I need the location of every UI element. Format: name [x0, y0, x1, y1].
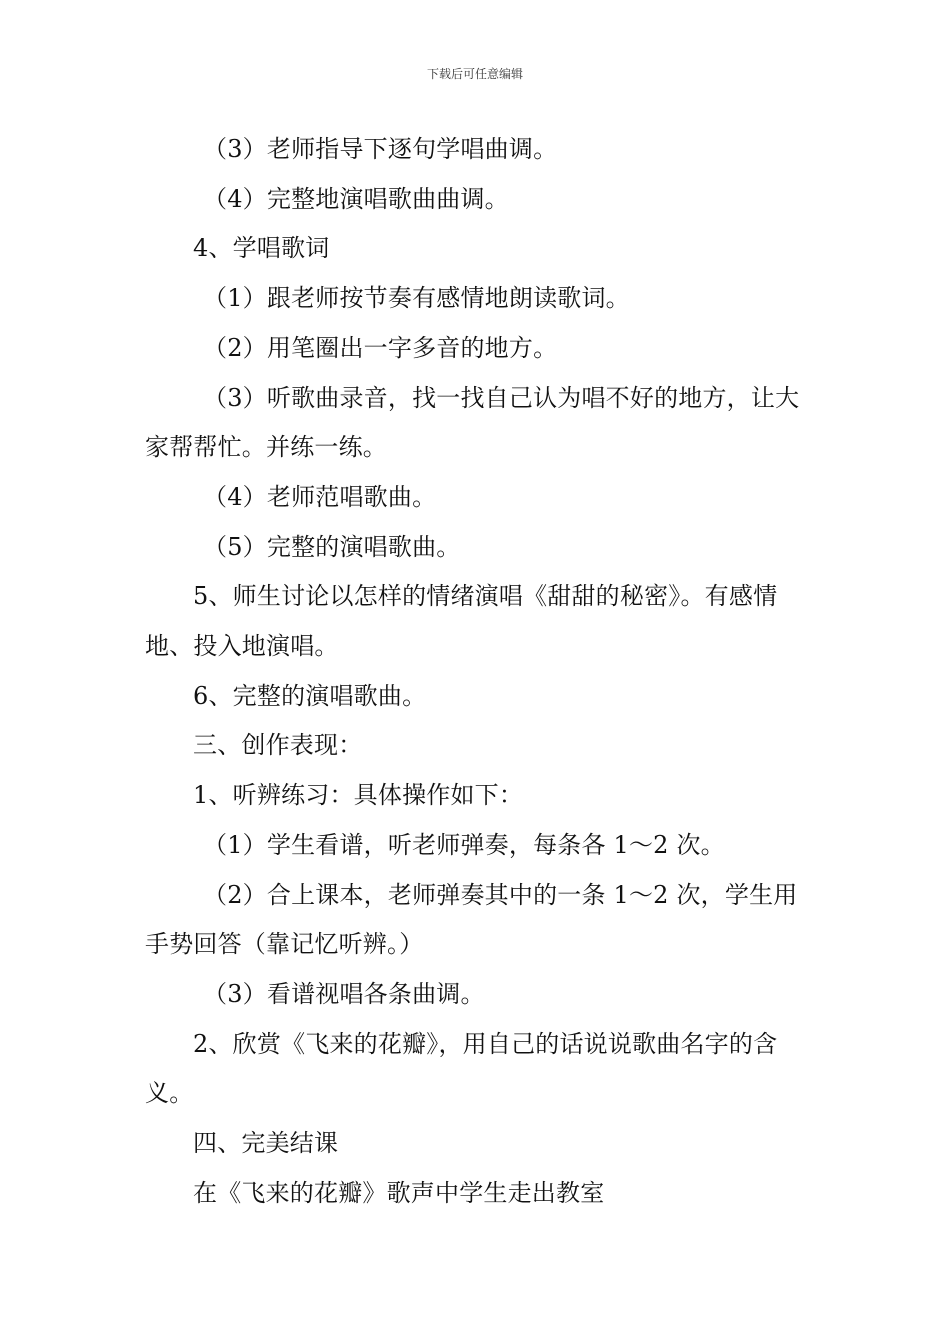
paragraph: （3）老师指导下逐句学唱曲调。 — [203, 135, 558, 163]
paragraph: （1）学生看谱，听老师弹奏，每条各 1～2 次。 — [203, 830, 725, 859]
section-heading: 三、创作表现： — [193, 731, 363, 760]
paragraph: （3）看谱视唱各条曲调。 — [203, 979, 485, 1008]
paragraph: （4）完整地演唱歌曲曲调。 — [203, 184, 509, 213]
paragraph: （5）完整的演唱歌曲。 — [203, 532, 461, 561]
document-body — [145, 125, 810, 1218]
paragraph: （1）跟老师按节奏有感情地朗读歌词。 — [203, 284, 630, 313]
paragraph: 在《飞来的花瓣》歌声中学生走出教室 — [193, 1178, 605, 1207]
paragraph: （2）用笔圈出一字多音的地方。 — [203, 333, 558, 362]
section-heading: 四、完美结课 — [193, 1129, 339, 1158]
paragraph: 1、听辨练习：具体操作如下： — [193, 781, 524, 810]
paragraph: 6、完整的演唱歌曲。 — [193, 681, 427, 710]
paragraph: （4）老师范唱歌曲。 — [203, 482, 437, 511]
paragraph: 4、学唱歌词 — [193, 234, 330, 263]
page-header-note: 下载后可任意编辑 — [426, 67, 523, 81]
paragraph: 2、欣赏《飞来的花瓣》，用自己的话说说歌曲名字的含义。 — [145, 1029, 778, 1108]
paragraph: （2）合上课本，老师弹奏其中的一条 1～2 次，学生用手势回答（靠记忆听辨。） — [145, 880, 798, 959]
paragraph: 5、师生讨论以怎样的情绪演唱《甜甜的秘密》。有感情地、投入地演唱。 — [145, 582, 778, 661]
paragraph: （3）听歌曲录音，找一找自己认为唱不好的地方，让大家帮帮忙。并练一练。 — [145, 383, 800, 462]
